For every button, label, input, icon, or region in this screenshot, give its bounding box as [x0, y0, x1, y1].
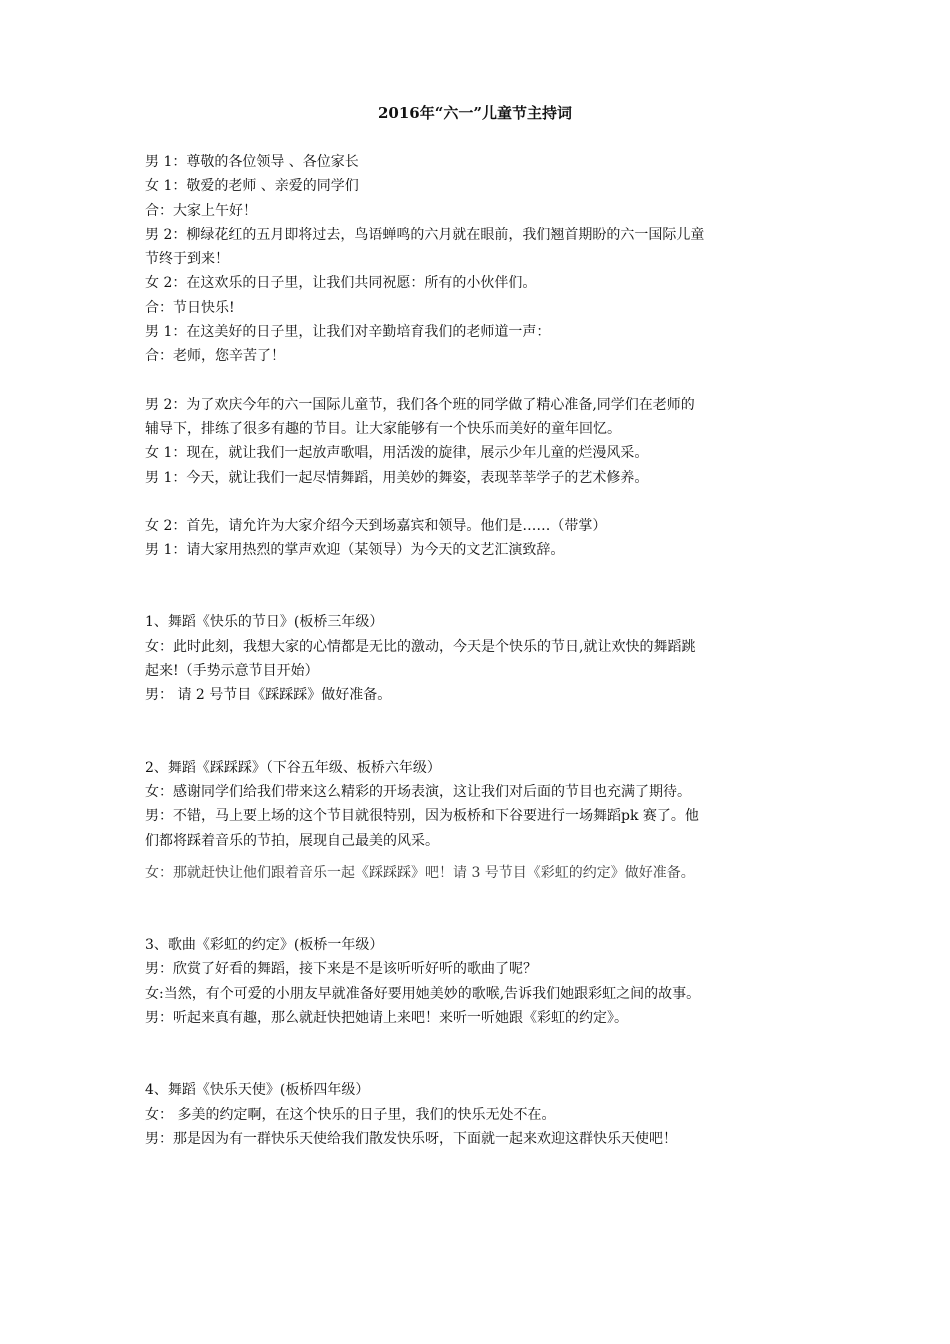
text-line: 男 1：今天，就让我们一起尽情舞蹈，用美妙的舞姿，表现莘莘学子的艺术修养。: [145, 469, 649, 486]
document-title: 2016年“六一”儿童节主持词: [377, 104, 572, 122]
text-line: 男：那是因为有一群快乐天使给我们散发快乐呀，下面就一起来欢迎这群快乐天使吧！: [145, 1130, 677, 1147]
text-line: 合：大家上午好！: [145, 202, 257, 219]
text-line: 男 2：柳绿花红的五月即将过去，鸟语蝉鸣的六月就在眼前，我们翘首期盼的六一国际儿童: [145, 226, 705, 243]
text-line: 女 2：首先，请允许为大家介绍今天到场嘉宾和领导。他们是……（带掌）: [145, 517, 607, 534]
text-line: 女 1：敬爱的老师 、亲爱的同学们: [145, 178, 359, 195]
text-line: 合：老师，您辛苦了！: [145, 348, 285, 365]
text-line: 辅导下，排练了很多有趣的节目。让大家能够有一个快乐而美好的童年回忆。: [145, 420, 621, 437]
text-line: 女 2：在这欢乐的日子里，让我们共同祝愿：所有的小伙伴们。: [145, 275, 537, 292]
text-line: 男：听起来真有趣，那么就赶快把她请上来吧！来听一听她跟《彩虹的约定》。: [145, 1010, 628, 1027]
text-line: 男 1：尊敬的各位领导 、各位家长: [145, 154, 359, 170]
text-line: 男 1：请大家用热烈的掌声欢迎（某领导）为今天的文艺汇演致辞。: [145, 542, 565, 559]
section-heading: 2、舞蹈《踩踩踩》（下谷五年级、板桥六年级）: [145, 759, 441, 776]
document-body: [145, 150, 815, 1151]
text-line: 起来!（手势示意节目开始）: [145, 663, 319, 680]
text-line: 男 2：为了欢庆今年的六一国际儿童节，我们各个班的同学做了精心准备,同学们在老师的: [145, 396, 695, 413]
text-line: 男：不错，马上要上场的这个节目就很特别，因为板桥和下谷要进行一场舞蹈pk 赛了。他: [145, 808, 699, 825]
text-line: 女： 多美的约定啊，在这个快乐的日子里，我们的快乐无处不在。: [145, 1106, 556, 1123]
text-line: 们都将踩着音乐的节拍，展现自己最美的风采。: [145, 832, 439, 849]
section-heading: 3、歌曲《彩虹的约定》(板桥一年级）: [145, 937, 384, 954]
text-line: 女：那就赶快让他们跟着音乐一起《踩踩踩》吧！请 3 号节目《彩虹的约定》做好准备。: [145, 864, 695, 881]
text-line: 男 1：在这美好的日子里，让我们对辛勤培育我们的老师道一声：: [145, 324, 551, 341]
text-line: 女:当然，有个可爱的小朋友早就准备好要用她美妙的歌喉,告诉我们她跟彩虹之间的故事。: [145, 985, 701, 1002]
text-line: 节终于到来！: [145, 251, 229, 268]
text-line: 女：感谢同学们给我们带来这么精彩的开场表演，这让我们对后面的节目也充满了期待。: [145, 783, 691, 800]
text-line: 女 1：现在，就让我们一起放声歌唱，用活泼的旋律，展示少年儿童的烂漫风采。: [145, 445, 649, 462]
text-line: 合：节日快乐!: [145, 299, 235, 316]
section-heading: 1、舞蹈《快乐的节日》(板桥三年级）: [145, 614, 384, 631]
text-line: 男：欣赏了好看的舞蹈，接下来是不是该听听好听的歌曲了呢？: [145, 961, 537, 978]
text-line: 男： 请 2 号节目《踩踩踩》做好准备。: [145, 687, 392, 704]
text-line: 女：此时此刻，我想大家的心情都是无比的激动，今天是个快乐的节日,就让欢快的舞蹈跳: [145, 638, 696, 655]
section-heading: 4、舞蹈《快乐天使》(板桥四年级）: [145, 1082, 370, 1099]
